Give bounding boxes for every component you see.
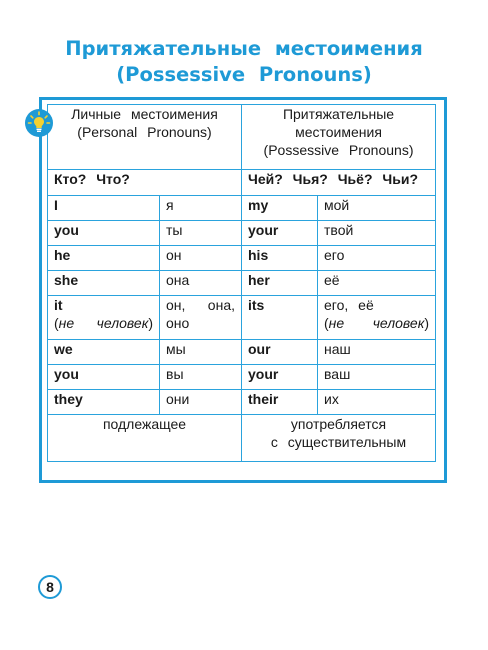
personal-ru: я: [160, 196, 242, 221]
note-close: ): [148, 315, 153, 331]
footer-row: [48, 415, 436, 462]
question-personal: Кто? Что?: [48, 170, 242, 196]
possessive-en: their: [242, 390, 318, 415]
possessive-en: his: [242, 246, 318, 271]
possessive-ru-note: [324, 314, 429, 332]
possessive-ru-b: её: [358, 297, 374, 313]
table-row: [48, 296, 436, 340]
personal-ru: они: [160, 390, 242, 415]
personal-ru: он: [160, 246, 242, 271]
possessive-ru: [318, 296, 436, 340]
possessive-ru: мой: [318, 196, 436, 221]
possessive-ru: наш: [318, 340, 436, 365]
personal-en: she: [48, 271, 160, 296]
poss-note-b: человек: [372, 315, 425, 331]
personal-ru-b: она,: [207, 297, 235, 313]
pronouns-table: [47, 104, 436, 462]
footer-right: [242, 415, 436, 462]
personal-en: [48, 296, 160, 340]
table-row: [48, 340, 436, 365]
table-row: [48, 246, 436, 271]
table-header-row: [48, 105, 436, 170]
personal-ru-c: оно: [166, 315, 190, 331]
table-row: [48, 365, 436, 390]
lightbulb-icon: [24, 108, 54, 138]
note-open: (: [54, 315, 59, 331]
header-possessive: [242, 105, 436, 170]
personal-en: he: [48, 246, 160, 271]
possessive-en: our: [242, 340, 318, 365]
personal-ru: она: [160, 271, 242, 296]
personal-ru-a: он,: [166, 297, 186, 313]
title-line-1: Притяжательные местоимения: [65, 37, 423, 60]
questions-row: [48, 170, 436, 196]
personal-en: you: [48, 221, 160, 246]
personal-ru: [160, 296, 242, 340]
header-personal-en: (Personal Pronouns): [77, 124, 212, 140]
header-possessive-ru-2: местоимения: [295, 124, 382, 140]
footer-left: подлежащее: [48, 415, 242, 462]
possessive-ru: его: [318, 246, 436, 271]
personal-en: we: [48, 340, 160, 365]
footer-right-line-1: употребляется: [290, 416, 387, 432]
table-row: [48, 196, 436, 221]
possessive-en: your: [242, 221, 318, 246]
header-possessive-en: (Possessive Pronouns): [263, 142, 414, 158]
personal-en: I: [48, 196, 160, 221]
possessive-ru: их: [318, 390, 436, 415]
poss-note-close: ): [424, 315, 430, 331]
note-text-b: человек: [96, 315, 149, 331]
personal-ru: ты: [160, 221, 242, 246]
possessive-ru: ваш: [318, 365, 436, 390]
table-row: [48, 271, 436, 296]
personal-ru: вы: [160, 365, 242, 390]
personal-ru: мы: [160, 340, 242, 365]
personal-en: they: [48, 390, 160, 415]
header-personal-ru: Личные местоимения: [71, 106, 218, 122]
header-possessive-ru-1: Притяжательные: [282, 106, 395, 122]
personal-en: you: [48, 365, 160, 390]
possessive-en: its: [242, 296, 318, 340]
table-row: [48, 221, 436, 246]
footer-right-line-2: с существительным: [270, 434, 407, 450]
poss-note-a: не: [328, 315, 345, 331]
possessive-ru: её: [318, 271, 436, 296]
possessive-ru-a: его,: [324, 297, 349, 313]
title-line-2: (Possessive Pronouns): [116, 63, 372, 86]
question-possessive: Чей? Чья? Чьё? Чьи?: [242, 170, 436, 196]
note-text-a: не: [58, 315, 75, 331]
poss-note-open: (: [324, 315, 329, 331]
header-personal: [48, 105, 242, 170]
possessive-ru: твой: [318, 221, 436, 246]
personal-en-note: [54, 314, 153, 332]
table-row: [48, 390, 436, 415]
possessive-en: your: [242, 365, 318, 390]
possessive-en: her: [242, 271, 318, 296]
personal-en-word: it: [54, 297, 63, 313]
possessive-en: my: [242, 196, 318, 221]
page-number: 8: [38, 575, 62, 599]
page-title: [0, 36, 488, 88]
